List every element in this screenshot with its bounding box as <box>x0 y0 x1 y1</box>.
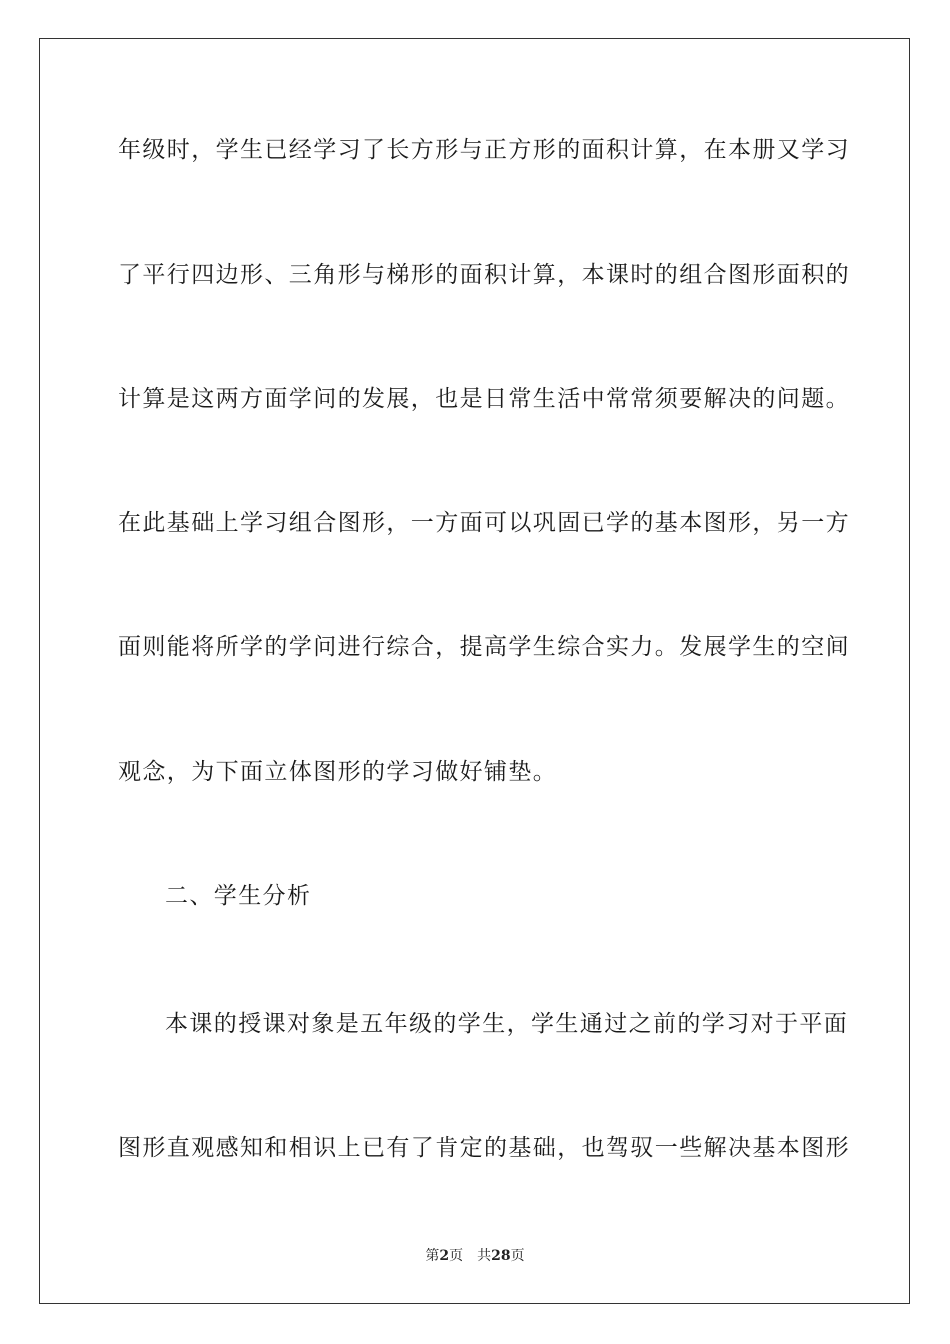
paragraph-line-5: 面则能将所学的学问进行综合，提高学生综合实力。发展学生的空间 <box>118 634 850 660</box>
paragraph-line-1: 年级时，学生已经学习了长方形与正方形的面积计算，在本册又学习 <box>118 137 850 163</box>
total-pages: 28 <box>491 1248 511 1264</box>
total-prefix: 共 <box>477 1248 492 1264</box>
page-prefix: 第 <box>425 1248 440 1264</box>
paragraph-line-6: 观念，为下面立体图形的学习做好铺垫。 <box>118 759 558 785</box>
paragraph-line-3: 计算是这两方面学问的发展，也是日常生活中常常须要解决的问题。 <box>118 386 850 412</box>
page-number: 2 <box>439 1248 450 1264</box>
page-border <box>39 38 910 1304</box>
page-suffix: 页 <box>449 1248 464 1264</box>
paragraph-line-4: 在此基础上学习组合图形，一方面可以巩固已学的基本图形，另一方 <box>118 510 850 536</box>
paragraph-line-7: 本课的授课对象是五年级的学生，学生通过之前的学习对于平面 <box>165 1011 849 1037</box>
paragraph-line-2: 了平行四边形、三角形与梯形的面积计算，本课时的组合图形面积的 <box>118 262 850 288</box>
section-heading: 二、学生分析 <box>165 883 312 909</box>
page-footer <box>0 1247 950 1265</box>
total-suffix: 页 <box>510 1248 525 1264</box>
paragraph-line-8: 图形直观感知和相识上已有了肯定的基础，也驾驭一些解决基本图形 <box>118 1135 850 1161</box>
